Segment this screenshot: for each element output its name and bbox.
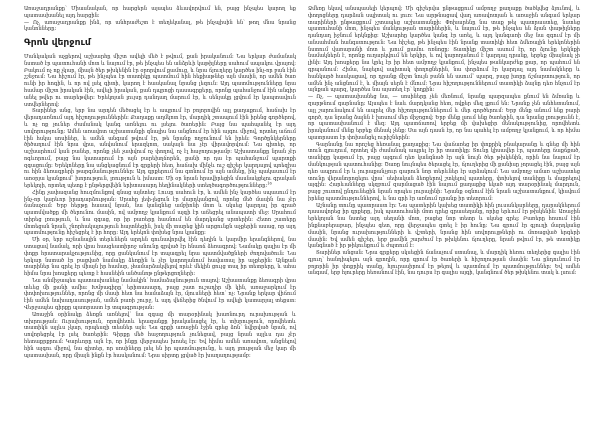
paragraph-text: Տարիներ անց, երբ նա արդեն մեծացել էր և ապրում էր բոլորովին այլ քաղաքում, հաճախ էր վերադառնում այդ հիշողություններին։ Քաղաքը աղմկոտ էր, մարդիկ շտապում էին իրենց գործերով, և ոչ ոք չուներ ժամանակ կանգ առնելու ու լսելու ծառերին։ Բայց նա պահպանել էր այդ սովորությունը։ Ամեն առավոտ աշխատանքի գնալիս նա անցնում էր հին այգու միջով, որտեղ աճում էին հսկա սոսիներ, և ամեն անգամ թվում էր, թե նրանք ողջունում են իրեն։ Գործընկերները ծիծաղում էին նրա վրա, անվանում երազկոտ, սակայն նա չէր վիրավորվում։ Նա գիտեր, որ աշխարհում կան բաներ, որոնք չեն չափվում ոչ փողով, ոչ էլ հաջողությամբ։ Աշխատանքը նրան չէր ոգևորում, բայց նա կատարում էր այն բարեխղճորեն, քանի որ դա էր պահանջում պարտքի զգացումը։ Երեկոները նա անցկացնում էր գրքերի հետ, հաճախ մինչև ուշ գիշեր կարդալով պոեզիա ու հին ձեռագրերի թարգմանություններ։ Այդ գրքերում նա գտնում էր այն ամենը, ինչ պակասում էր առօրյա կյանքում՝ խորություն, լռություն և իմաստ։ Մի օր նրան հրավիրեցին մասնակցելու գրական երեկոյի, որտեղ պետք է ընթերցվեին երիտասարդ հեղինակների ստեղծագործությունները։ <box>24 108 296 189</box>
paragraph: Առաջին օրինակը ձեռքն առնելով՝ նա զգաց մի տարօրինակ խառնուրդ ուրախության և տխրության։ Ուրախություն, որովհետև երազանքը իրականացել էր, և տխրություն, որովհետև տատիկն այլևս չկար, որպեսզի տեսներ այն։ Նա գրքի առաջին էջին գրեց ձոն՝ նվիրված նրան, ով սովորեցրել էր լսել ծառերին։ Գիրքը մեծ հաջողություն չունեցավ, բայց նրան այլևս դա չէր հետաքրքրում։ Կարևորը այն էր, որ ինքը վերջապես խոսել էր։ Եվ հիմա ամեն առավոտ, անցնելով հին այգու միջով, նա գիտեր, որ սոսիները լսել են իր պատմությունը, և այդ լռության մեջ կար մի պատասխան, որը միայն ինքն էր հասկանում։ Նրա սիրտը լցված էր խաղաղությամբ։ <box>24 311 296 359</box>
paragraph: Մի օր, երբ աշնանային տերևներն արդեն գունավորվել էին դեղին և կարմիր երանգներով, նա ստացավ նամակ, որի վրա հասցեատիրոջ անունը գրված էր հնաոճ ձեռագրով։ Նամակը գալիս էր մի փոքր հրատարակչությունից, որը ցանկանում էր տպագրել նրա պատմվածքների ժողովածուն։ Նա երկար նստած էր բացված նամակը ձեռքին և չէր կարողանում հավատալ իր աչքերին։ Այնքան տարիներ նա գրել էր միայն իր համար, չհամարձակվելով որևէ մեկին ցույց տալ իր տետրերը, և ահա հիմա նրա խոսքերը պետք է հասնեին անծանոթ ընթերցողների։ <box>24 237 296 278</box>
opening-dialogue-line: — Ոչ, առաջադրանքը ինձ, որ անհրաժեշտ է տեղեկանալ, թե ինչպիսին են՝ թող մնա նրանց կանոնները։ <box>24 19 296 33</box>
section-heading: Գրոն վերջում <box>24 37 91 49</box>
paragraph <box>24 108 296 189</box>
left-column <box>24 6 296 359</box>
paragraph: Մանկական աչքերով աշխարհը միշտ ավելի մեծ է թվում, քան իրականում։ Նա երկար ժամանակ նստած էր պատուհանի մոտ և նայում էր, թե ինչպես են անձրևի կաթիլները սահում ապակու վրայով։ Բակում ոչ ոք չկար, միայն ծեր թխկենին էր օրորվում քամուց, և նրա ճյուղերը կարծես ինչ-որ բան էին շշնջում։ Նա հիշում էր, թե ինչպես էր տատիկը պատմում հին հեքիաթներ այն մասին, որ ամեն ծառ ունի իր հոգին, և որ ով լսել գիտի, կարող է հասկանալ նրանց լեզուն։ Այդ պատմությունները նրա համար միշտ իրական էին, ավելի իրական, քան դպրոցի դասագրքերը, որոնք պահանջում էին անգիր անել թվեր ու տարեթվեր։ Երեկոյան լույսը դանդաղ մարում էր, և սենյակը լցվում էր կապտավուն ստվերներով։ <box>24 54 296 108</box>
paragraph: Գարնանը նա որոշեց հեռանալ քաղաքից։ Նա վաճառեց իր փոքրիկ բնակարանը և գնեց մի հին տուն գյուղում, որտեղ մի ժամանակ ապրել էր իր տատիկը։ Տունը կիսավեր էր, պատերը ճաքճքած, տանիքը կաթում էր, բայց այգում դեռ կանգնած էր այն նույն ծեր թխկենին, որին նա նայում էր մանկության պատուհանից։ Ծառը նույնպես ծերացել էր, ճյուղերից մի քանիսը չորացել էին, բայց այն դեռ ապրում էր և յուրաքանչյուր գարուն նոր տերևներ էր արձակում։ Նա ամբողջ ամառ աշխատեց տունը վերանորոգելու վրա՝ սեփական ձեռքերով շտկելով պատերը, փոխելով տանիքը և մաքրելով այգին։ Հարևանները սկզբում զարմացած էին նայում քաղաքից եկած այդ տարօրինակ մարդուն, բայց շուտով ընդունեցին նրան որպես յուրայինի։ Նրանք օգնում էին նրան աշխատանքում, կիսվում իրենց պատմություններով, և նա գրի էր առնում դրանք իր տետրում։ <box>308 141 580 202</box>
paragraph: Տարիներ անցան։ Նրա գրքերը սկսեցին ճանաչում ստանալ, և մարդիկ հեռու տեղերից գալիս էին գյուղ՝ հանդիպելու այն գրողին, որը գրում էր ծառերի և հիշողության մասին։ Նա ընդունում էր բոլորին իր փոքրիկ տանը, հյուրասիրում էր թեյով և պատմում էր պատմություններ։ Եվ ամեն անգամ, երբ հյուրերը հեռանում էին, նա դուրս էր գալիս այգի, կանգնում ծեր թխկենու տակ և լսում։ <box>308 250 580 277</box>
paragraph: Ձմեռը եկավ անսպասելի կերպով։ Մի գիշերվա ընթացքում ամբողջ քաղաքը ծածկվեց ձյունով, և փողոցները դարձան սպիտակ ու լուռ։ Նա արթնացավ վաղ առավոտյան և առաջին անգամ երկար տարիների ընթացքում չշտապեց աշխատանքի։ Փոխարենը նա տաք թեյ պատրաստեց, նստեց պատուհանի մոտ, ինչպես մանկության տարիներին, և նայում էր, թե ինչպես են ձյան փաթիլները դանդաղ իջնում երկնքից։ Աշխարհը կարծես կանգ էր առել, և այդ կանգառի մեջ նա զգում էր մի անսահման հանգստություն։ Նա հիշեց, թե ինչպես էին նրանք տատիկի հետ ձմեռային երեկոներին նստում վառարանի մոտ և լսում քամու ոռնոցը։ Տատիկը միշտ ասում էր, որ ձյունը երկնքի նամակներն է, որոնք ուղարկվում են երկիր, և ով կարողանում է կարդալ դրանք, երբեք միայնակ չի լինի։ Այդ խոսքերը նա կրել էր իր հետ ամբողջ կյանքում, ինչպես թանկարժեք քար, որ պահում են գրպանում։ Հիմա, նայելով սպիտակ փողոցներին, նա փորձում էր կարդալ այդ նամակները և հանկարծ հասկացավ, որ դրանք միշտ նույն բանն են ասում՝ պարզ, բայց խորը ճշմարտություն, որ ամեն ինչ անցնում է, և միայն սերն է մնում։ Նրա հիշողություններում տատիկի ձայնը դեռ հնչում էր այնքան պարզ, կարծես նա այստեղ էր՝ կողքին։ <box>308 6 580 94</box>
opening-paragraph-1: Առաջադրանքը՝ Միասնական, որ հարցերն այսպես ձևավորվում են, բայց ինչպես կարող եք պատասխանել այդ հարցին։ <box>24 6 296 19</box>
paragraph: Նա անմիջապես պատասխանեց նամակին՝ համաձայնություն տալով։ Աշխատանքը ձեռագրի վրա տևեց մի քանի ամիս։ Խմբագիրը՝ երիտասարդ, բայց շատ ուշադիր մի կին, առաջարկում էր փոփոխություններ, որոնց մի մասի հետ նա համաձայն էր, մյուսների հետ՝ ոչ։ Նրանք երկար վիճում էին ամեն նախադասության, ամեն բառի շուրջ, և այդ վեճերից ծնվում էր ավելի կատարյալ տեքստ։ Վերջապես գիրքը պատրաստ էր տպագրության։ <box>24 277 296 312</box>
footnote-marker: 16 <box>267 181 272 186</box>
paragraph: Աշնանը տունը պատրաստ էր։ Նա պատերին կախեց տատիկի հին լուսանկարները, դարակներում դասավորեց իր գրքերը, իսկ պատուհանի մոտ դրեց գրասեղանը, որից երևում էր թխկենին։ Առաջին երեկոյան նա նստեց այդ սեղանի մոտ, բացեց նոր տետր և սկսեց գրել։ Բառերը հոսում էին ինքնաբերաբար, ինչպես գետ, որը վերջապես գտել է իր հունը։ Նա գրում էր գյուղի մարդկանց մասին, նրանց ուրախությունների և վշտերի, նրանց հին սովորույթների ու մոռացված երգերի մասին։ Եվ ամեն գիշեր, երբ քամին շարժում էր թխկենու ճյուղերը, նրան թվում էր, թե տատիկը կանգնած է իր թիկունքում և ժպտում է։ <box>308 202 580 250</box>
dialogue-paragraph: — Ոչ, — պատասխանեց նա, — սոսիները չեն մեռնում, նրանք պարզապես քնում են ձմռանը և զարթնում գարնանը։ Այսպես է նաև մարդկանց հետ, ովքեր մեզ լքում են։ Նրանք չեն անհետանում, այլ շարունակում են ապրել մեր հիշողություններում և մեր գործերում։ Երբ մենք անում ենք բարի գործ, դա նրանց ձայնն է խոսում մեր միջոցով։ Երբ մենք լսում ենք ծառերին, դա նրանց լռությունն է, որ պատասխանում է մեզ։ Այդ պատճառով երբեք մի վախեցիր մենակությունից, որովհետև իրականում մենք երբեք մենակ չենք։ Սա այն դասն էր, որ նա պահել էր ամբողջ կյանքում, և որ հիմա պատրաստ էր փոխանցել ուրիշներին։ <box>308 94 580 141</box>
paragraph: Հինը չափազանց հուզմունքով գնաց այնտեղ։ Լուսը սահուն էր, և ամեն ինչ կարծես սպասում էր ինչ-որ կարևոր իրադարձության։ Սրահը լեփ-լեցուն էր մարդկանցով, որոնց մեծ մասին նա չէր ճանաչում։ Երբ հերթը հասավ նրան, նա կանգնեց ամբիոնի մոտ և սկսեց կարդալ իր գրած պատմվածքը մի ծերունու մասին, ով ամբողջ կյանքում այգի էր աճեցրել անապատի մեջ։ Սրահում տիրեց լռություն, և նա զգաց, որ իր բառերը հասնում են մարդկանց սրտերին։ Հետո շատերը մոտեցան նրան, շնորհակալություն հայտնեցին, իսկ մի տարեց կին արցունքն աչքերին ասաց, որ այդ պատմությունը հիշեցրել է իր հորը։ Այդ երեկոն փոխեց նրա կյանքը։ <box>24 189 296 237</box>
right-column <box>308 6 580 277</box>
